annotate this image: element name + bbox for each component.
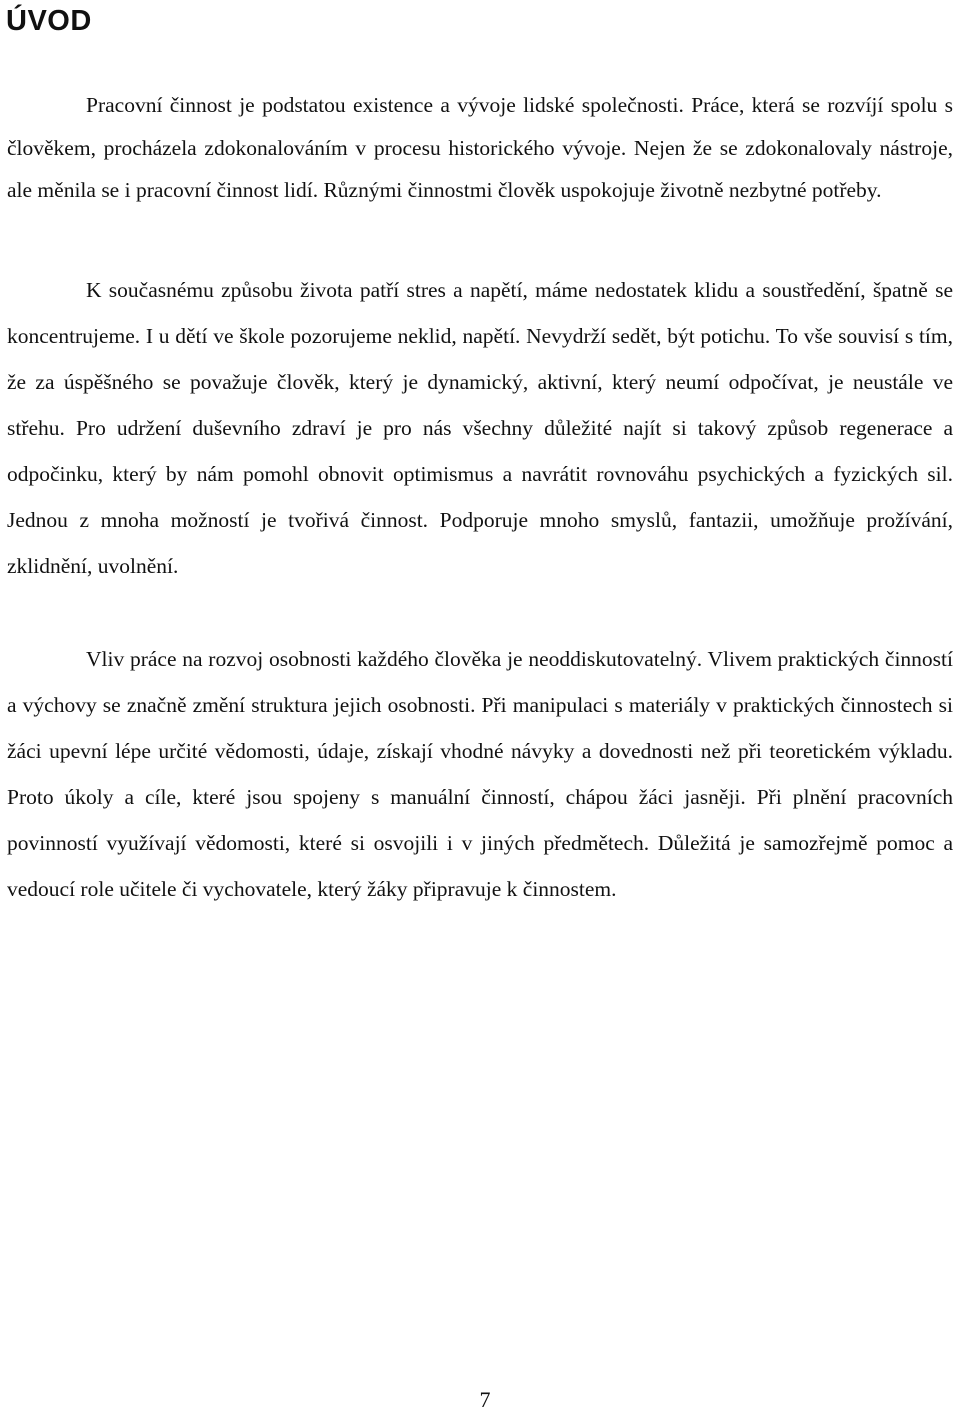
- paragraph-1: Pracovní činnost je podstatou existence a vývoje lidské společnosti. Práce, která se rozvíjí spolu s člověkem, procházela zdokonalováním v procesu historického vývoje. Nejen že se zdokonalovaly nástroje, ale měnila se i pracovní činnost lidí. Různými činnostmi člověk uspokojuje životně nezbytné potřeby.: [7, 93, 953, 202]
- section-heading: ÚVOD: [6, 5, 92, 37]
- page-number: 7: [479, 1387, 491, 1412]
- paragraph-2: K současnému způsobu života patří stres a napětí, máme nedostatek klidu a soustředění, špatně se koncentrujeme. I u dětí ve škole pozorujeme neklid, napětí. Nevydrží sedět, být potichu. To vše souvisí s tím, že za úspěšného se považuje člověk, který je dynamický, aktivní, který neumí odpočívat, je neustále ve střehu. Pro udržení duševního zdraví je pro nás všechny důležité najít si takový způsob regenerace a odpočinku, který by nám pomohl obnovit optimismus a navrátit rovnováhu psychických a fyzických sil. Jednou z mnoha možností je tvořivá činnost. Podporuje mnoho smyslů, fantazii, umožňuje prožívání, zklidnění, uvolnění.: [7, 278, 953, 578]
- paragraph-3: Vliv práce na rozvoj osobnosti každého člověka je neoddiskutovatelný. Vlivem praktických činností a výchovy se značně změní struktura jejich osobnosti. Při manipulaci s materiály v praktických činnostech si žáci upevní lépe určité vědomosti, údaje, získají vhodné návyky a dovednosti než při teoretickém výkladu. Proto úkoly a cíle, které jsou spojeny s manuální činností, chápou žáci jasněji. Při plnění pracovních povinností využívají vědomosti, které si osvojili i v jiných předmětech. Důležitá je samozřejmě pomoc a vedoucí role učitele či vychovatele, který žáky připravuje k činnostem.: [7, 647, 953, 901]
